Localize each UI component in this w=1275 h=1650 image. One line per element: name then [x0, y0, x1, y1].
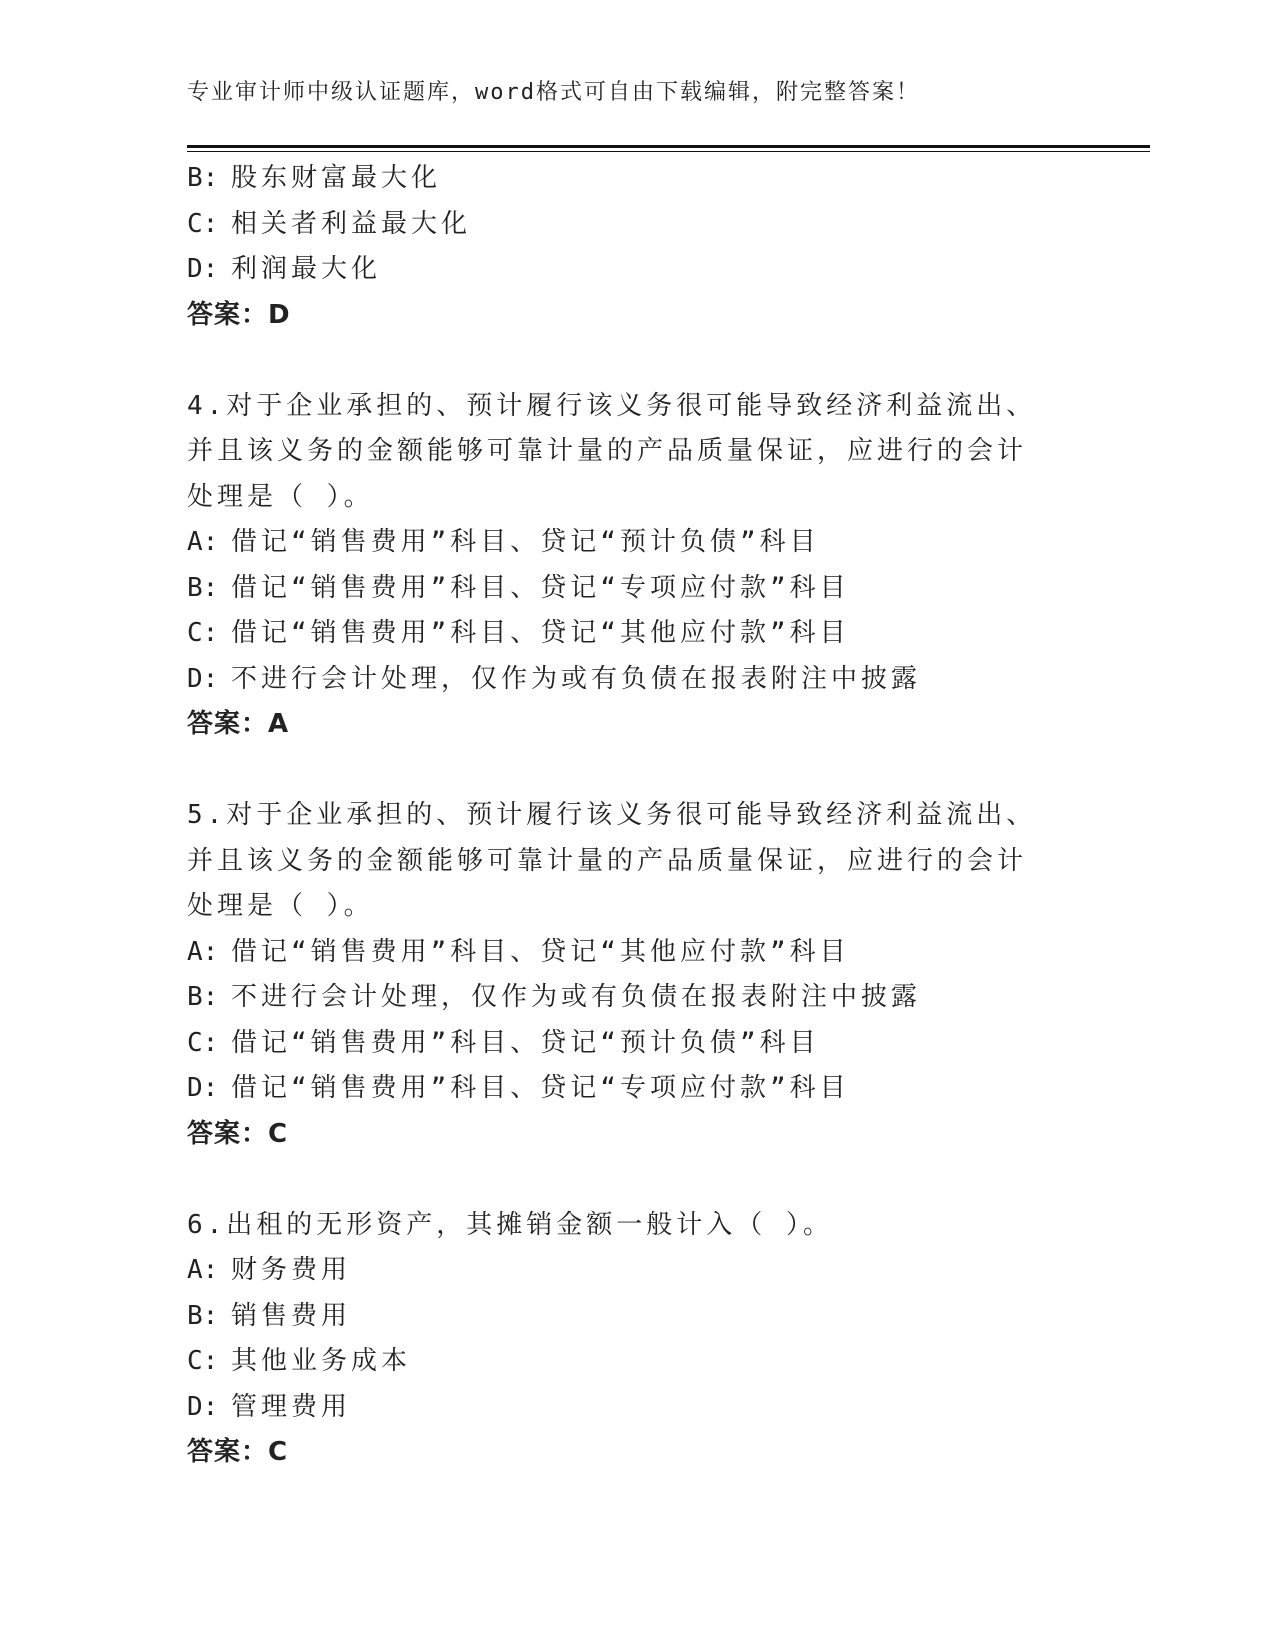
option-text: 借记“销售费用”科目、贷记“专项应付款”科目 [231, 1073, 850, 1103]
option-text: 其他业务成本 [231, 1346, 412, 1376]
option-c [187, 611, 1087, 657]
option-letter: D: [187, 1391, 219, 1422]
option-text: 不进行会计处理，仅作为或有负债在报表附注中披露 [231, 982, 922, 1012]
option-text: 借记“销售费用”科目、贷记“其他应付款”科目 [231, 936, 850, 967]
option-d [187, 657, 1087, 703]
option-letter: C: [187, 1027, 219, 1058]
question-5 [187, 793, 1087, 1157]
option-text: 财务费用 [231, 1255, 352, 1285]
question-4 [187, 384, 1087, 748]
header-rule-thin [187, 151, 1150, 152]
option-c [187, 202, 1087, 248]
answer-line: 答案：A [187, 709, 290, 739]
option-d [187, 247, 1087, 293]
option-letter: A: [187, 1255, 219, 1285]
option-letter: C: [187, 1346, 219, 1376]
page-header: 专业审计师中级认证题库，word格式可自由下载编辑，附完整答案！ [187, 80, 920, 105]
spacer [187, 1157, 1087, 1203]
question-stem: 6.出租的无形资产，其摊销金额一般计入（ ）。 [187, 1209, 833, 1240]
option-text: 不进行会计处理，仅作为或有负债在报表附注中披露 [231, 663, 922, 694]
option-a [187, 520, 1087, 566]
option-letter: C: [187, 618, 219, 648]
option-text: 借记“销售费用”科目、贷记“专项应付款”科目 [231, 572, 850, 603]
option-letter: D: [187, 663, 219, 694]
option-text: 销售费用 [231, 1300, 352, 1331]
option-letter: D: [187, 254, 219, 284]
option-letter: B: [187, 572, 219, 603]
option-letter: D: [187, 1073, 219, 1103]
question-list [187, 156, 1087, 1476]
option-a [187, 930, 1087, 976]
option-b [187, 566, 1087, 612]
option-text: 管理费用 [231, 1391, 352, 1422]
option-text: 借记“销售费用”科目、贷记“预计负债”科目 [231, 1027, 820, 1058]
option-text: 借记“销售费用”科目、贷记“其他应付款”科目 [231, 618, 850, 648]
option-text: 股东财富最大化 [231, 163, 442, 193]
option-letter: A: [187, 936, 219, 967]
option-b [187, 975, 1087, 1021]
option-d [187, 1066, 1087, 1112]
option-text: 借记“销售费用”科目、贷记“预计负债”科目 [231, 527, 820, 557]
header-rule-thick [187, 145, 1150, 148]
option-text: 相关者利益最大化 [231, 208, 472, 239]
option-letter: B: [187, 1300, 219, 1331]
answer-line: 答案：C [187, 1437, 289, 1467]
option-d [187, 1385, 1087, 1431]
option-c [187, 1339, 1087, 1385]
question-6 [187, 1203, 1087, 1476]
option-b [187, 1294, 1087, 1340]
question-3 [187, 156, 1087, 338]
option-letter: C: [187, 208, 219, 239]
option-a [187, 1248, 1087, 1294]
option-text: 利润最大化 [231, 254, 382, 284]
question-stem: 5.对于企业承担的、预计履行该义务很可能导致经济利益流出、并且该义务的金额能够可靠计量的产品质量保证，应进行的会计处理是（ ）。 [187, 800, 1037, 921]
answer-line: 答案：C [187, 1118, 289, 1149]
option-letter: A: [187, 527, 219, 557]
spacer [187, 748, 1087, 794]
question-stem: 4.对于企业承担的、预计履行该义务很可能导致经济利益流出、并且该义务的金额能够可靠计量的产品质量保证，应进行的会计处理是（ ）。 [187, 390, 1037, 512]
option-letter: B: [187, 163, 219, 193]
spacer [187, 338, 1087, 384]
answer-line: 答案：D [187, 299, 291, 330]
option-letter: B: [187, 982, 219, 1012]
option-b [187, 156, 1087, 202]
option-c [187, 1021, 1087, 1067]
